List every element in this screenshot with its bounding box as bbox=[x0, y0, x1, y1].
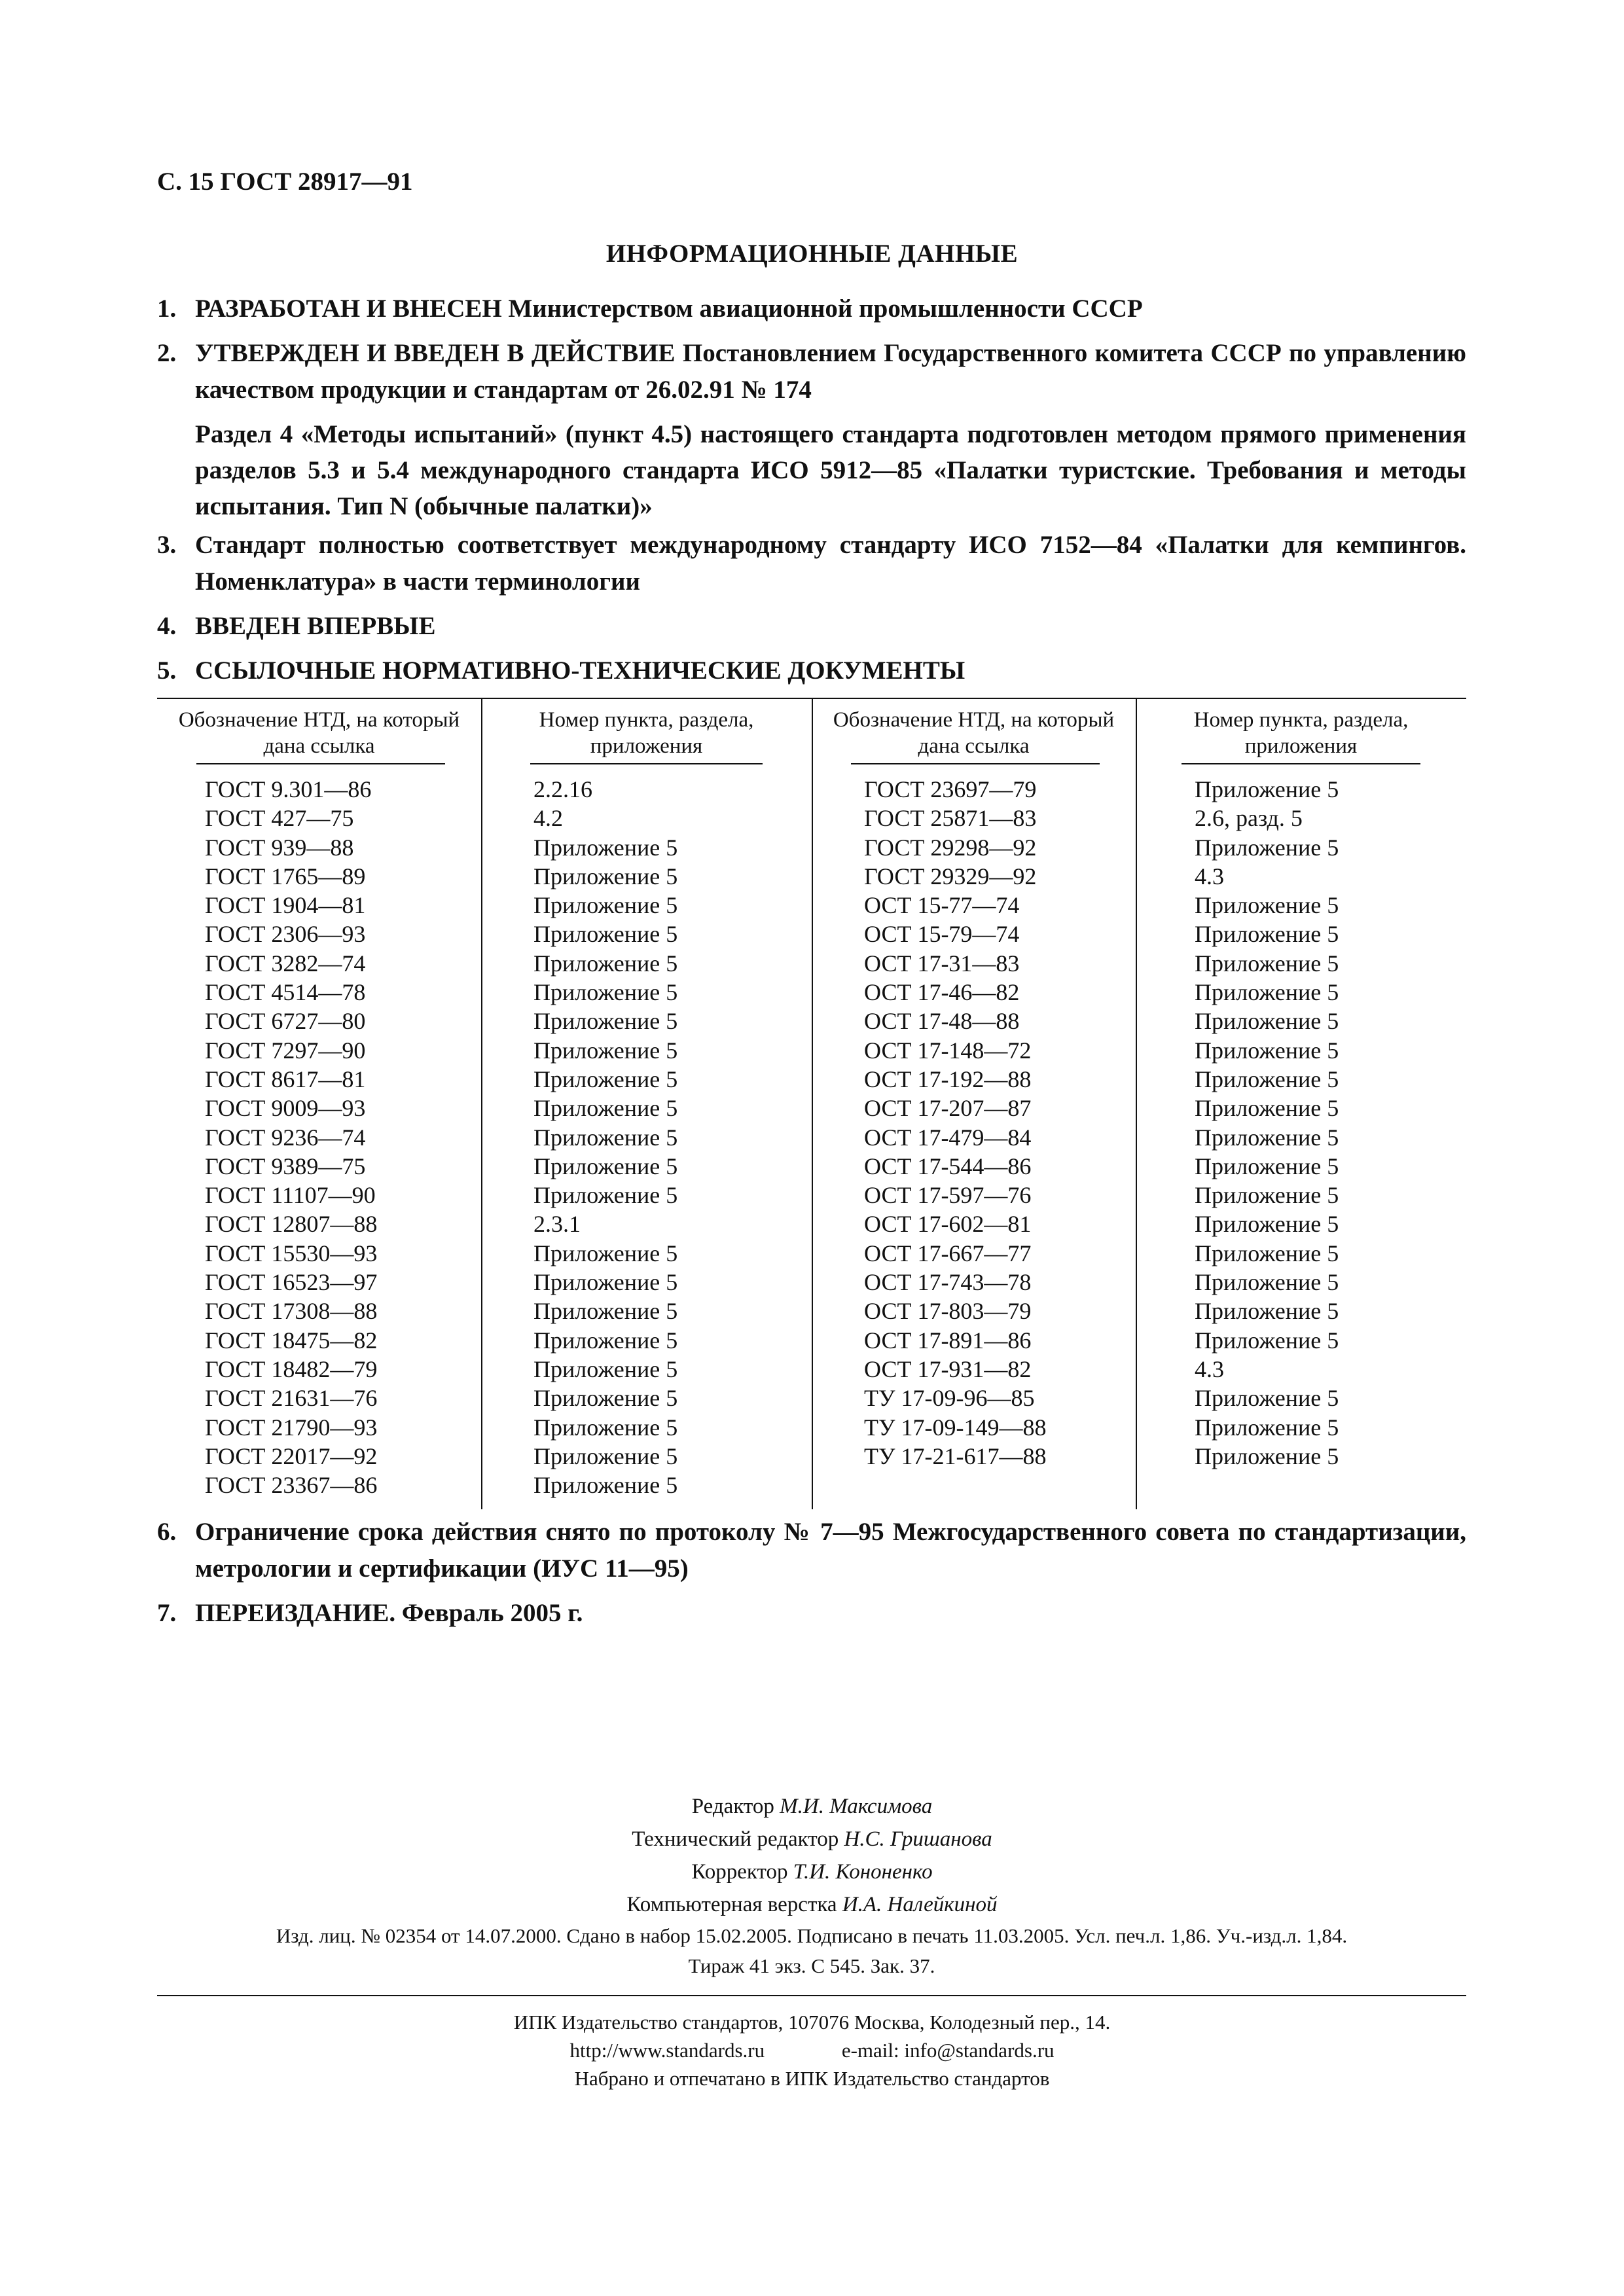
list-item-2 bbox=[157, 335, 1466, 408]
ref-cell: 2.3.1 bbox=[533, 1211, 581, 1238]
ref-cell: Приложение 5 bbox=[533, 1385, 678, 1412]
ref-cell: Приложение 5 bbox=[1195, 1008, 1339, 1035]
doc-cell: ОСТ 17-803—79 bbox=[864, 1298, 1032, 1325]
doc-cell: ГОСТ 21631—76 bbox=[205, 1385, 378, 1412]
doc-cell: ТУ 17-21-617—88 bbox=[864, 1443, 1047, 1469]
doc-cell: ГОСТ 29329—92 bbox=[864, 863, 1037, 889]
credits bbox=[0, 1790, 1624, 1921]
doc-cell: ТУ 17-09-149—88 bbox=[864, 1414, 1047, 1441]
ref-cell: Приложение 5 bbox=[1195, 1240, 1339, 1266]
column-divider bbox=[481, 699, 482, 1509]
doc-cell: ГОСТ 2306—93 bbox=[205, 921, 366, 948]
ref-cell: Приложение 5 bbox=[1195, 1298, 1339, 1325]
doc-cell: ОСТ 15-77—74 bbox=[864, 892, 1020, 919]
doc-cell: ОСТ 17-48—88 bbox=[864, 1008, 1020, 1035]
list-item-6 bbox=[157, 1514, 1466, 1587]
imprint bbox=[157, 1921, 1466, 1981]
ref-cell: Приложение 5 bbox=[533, 950, 678, 977]
column-divider bbox=[1136, 699, 1137, 1509]
doc-cell: ГОСТ 4514—78 bbox=[205, 979, 366, 1006]
ref-cell: Приложение 5 bbox=[533, 1355, 678, 1382]
doc-cell: ГОСТ 9.301—86 bbox=[205, 776, 372, 802]
doc-cell: ГОСТ 16523—97 bbox=[205, 1269, 378, 1296]
item-number: 7. bbox=[157, 1599, 177, 1627]
item-text: ВВЕДЕН ВПЕРВЫЕ bbox=[195, 612, 436, 640]
doc-cell: ГОСТ 939—88 bbox=[205, 834, 354, 861]
doc-cell: ГОСТ 18475—82 bbox=[205, 1327, 378, 1354]
ref-cell: Приложение 5 bbox=[1195, 1269, 1339, 1296]
doc-cell: ОСТ 17-192—88 bbox=[864, 1066, 1032, 1092]
doc-cell: ОСТ 17-479—84 bbox=[864, 1124, 1032, 1151]
credit-editor: Редактор М.И. Максимова bbox=[691, 1795, 933, 1818]
page-title: ИНФОРМАЦИОННЫЕ ДАННЫЕ bbox=[605, 240, 1019, 268]
ref-cell: Приложение 5 bbox=[533, 1240, 678, 1266]
item-text: ССЫЛОЧНЫЕ НОРМАТИВНО-ТЕХНИЧЕСКИЕ ДОКУМЕНТЫ bbox=[195, 656, 965, 685]
doc-cell: ГОСТ 3282—74 bbox=[205, 950, 366, 977]
ref-cell: Приложение 5 bbox=[1195, 892, 1339, 919]
ref-cell: Приложение 5 bbox=[533, 892, 678, 919]
doc-cell: ОСТ 17-931—82 bbox=[864, 1355, 1032, 1382]
ref-cell: 2.2.16 bbox=[533, 776, 592, 802]
doc-cell: ГОСТ 29298—92 bbox=[864, 834, 1037, 861]
item-text: Ограничение срока действия снято по протоколу № 7—95 Межгосударственного совета по стандартизации, метрологии и сертификации (ИУС 11—95) bbox=[195, 1518, 1466, 1583]
credit-layout: Компьютерная верстка И.А. Налейкиной bbox=[626, 1893, 998, 1916]
page-header: С. 15 ГОСТ 28917—91 bbox=[157, 168, 413, 196]
doc-cell: ГОСТ 23367—86 bbox=[205, 1472, 378, 1499]
ref-cell: Приложение 5 bbox=[1195, 834, 1339, 861]
ref-cell: 4.2 bbox=[533, 805, 563, 832]
ref-cell: Приложение 5 bbox=[1195, 1211, 1339, 1238]
ref-cell: 4.3 bbox=[1195, 1355, 1224, 1382]
header-doc-right: Обозначение НТД, на который дана ссылка bbox=[833, 708, 1115, 758]
doc-cell: ГОСТ 1904—81 bbox=[205, 892, 366, 919]
doc-cell: ОСТ 17-743—78 bbox=[864, 1269, 1032, 1296]
doc-cell: ГОСТ 6727—80 bbox=[205, 1008, 366, 1035]
item-text: Стандарт полностью соответствует международному стандарту ИСО 7152—84 «Палатки для кемпингов. Номенклатура» в части терминологии bbox=[195, 531, 1466, 596]
ref-cell: Приложение 5 bbox=[533, 1472, 678, 1499]
doc-cell: ГОСТ 25871—83 bbox=[864, 805, 1037, 832]
doc-cell: ГОСТ 17308—88 bbox=[205, 1298, 378, 1325]
ref-cell: Приложение 5 bbox=[1195, 1327, 1339, 1354]
item-number: 1. bbox=[157, 295, 177, 323]
doc-cell: ГОСТ 11107—90 bbox=[205, 1182, 376, 1209]
header-rule bbox=[530, 763, 763, 764]
item-number: 5. bbox=[157, 656, 177, 685]
ref-cell: Приложение 5 bbox=[533, 1414, 678, 1441]
doc-cell: ОСТ 17-667—77 bbox=[864, 1240, 1032, 1266]
doc-cell: ГОСТ 8617—81 bbox=[205, 1066, 366, 1092]
doc-cell: ОСТ 17-891—86 bbox=[864, 1327, 1032, 1354]
column-divider bbox=[812, 699, 813, 1509]
list-item-3 bbox=[157, 527, 1466, 600]
ref-cell: Приложение 5 bbox=[1195, 1385, 1339, 1412]
doc-cell: ТУ 17-09-96—85 bbox=[864, 1385, 1035, 1412]
ref-cell: Приложение 5 bbox=[533, 979, 678, 1006]
ref-cell: Приложение 5 bbox=[533, 1153, 678, 1179]
ref-cell: Приложение 5 bbox=[1195, 1443, 1339, 1469]
imprint-line-2: Тираж 41 экз. С 545. Зак. 37. bbox=[688, 1954, 935, 1977]
doc-cell: ГОСТ 15530—93 bbox=[205, 1240, 378, 1266]
ref-cell: Приложение 5 bbox=[533, 1037, 678, 1064]
header-ref-left: Номер пункта, раздела, приложения bbox=[539, 708, 754, 758]
doc-cell: ОСТ 17-602—81 bbox=[864, 1211, 1032, 1238]
item-number: 2. bbox=[157, 339, 177, 367]
doc-cell: ГОСТ 21790—93 bbox=[205, 1414, 378, 1441]
ref-cell: Приложение 5 bbox=[533, 1298, 678, 1325]
doc-cell: ГОСТ 427—75 bbox=[205, 805, 354, 832]
ref-cell: 2.6, разд. 5 bbox=[1195, 805, 1303, 832]
doc-cell: ГОСТ 7297—90 bbox=[205, 1037, 366, 1064]
ref-cell: Приложение 5 bbox=[533, 834, 678, 861]
ref-cell: Приложение 5 bbox=[1195, 1182, 1339, 1209]
doc-cell: ОСТ 17-46—82 bbox=[864, 979, 1020, 1006]
list-item-5 bbox=[157, 653, 1466, 689]
doc-cell: ГОСТ 9009—93 bbox=[205, 1095, 366, 1122]
item-number: 6. bbox=[157, 1518, 177, 1546]
ref-cell: Приложение 5 bbox=[1195, 1124, 1339, 1151]
doc-cell: ОСТ 15-79—74 bbox=[864, 921, 1020, 948]
publisher-info bbox=[0, 2008, 1624, 2092]
ref-cell: Приложение 5 bbox=[1195, 1066, 1339, 1092]
ref-cell: Приложение 5 bbox=[1195, 1095, 1339, 1122]
ref-cell: Приложение 5 bbox=[533, 1095, 678, 1122]
email-link[interactable]: e-mail: info@standards.ru bbox=[841, 2039, 1055, 2062]
doc-cell: ОСТ 17-597—76 bbox=[864, 1182, 1032, 1209]
item-number: 3. bbox=[157, 531, 177, 559]
publisher-address: ИПК Издательство стандартов, 107076 Москва, Колодезный пер., 14. bbox=[513, 2011, 1111, 2034]
item-text: РАЗРАБОТАН И ВНЕСЕН Министерством авиационной промышленности СССР bbox=[195, 295, 1143, 323]
header-ref-right: Номер пункта, раздела, приложения bbox=[1193, 708, 1409, 758]
ref-cell: Приложение 5 bbox=[533, 1269, 678, 1296]
doc-cell: ОСТ 17-148—72 bbox=[864, 1037, 1032, 1064]
ref-cell: Приложение 5 bbox=[1195, 950, 1339, 977]
item-text: ПЕРЕИЗДАНИЕ. Февраль 2005 г. bbox=[195, 1599, 583, 1627]
ref-cell: Приложение 5 bbox=[533, 1182, 678, 1209]
list-item-4 bbox=[157, 608, 1466, 645]
imprint-line-1: Изд. лиц. № 02354 от 14.07.2000. Сдано в набор 15.02.2005. Подписано в печать 11.03.2005. Усл. печ.л. 1,86. Уч.-изд.л. 1,84. bbox=[276, 1924, 1348, 1947]
ref-cell: Приложение 5 bbox=[1195, 776, 1339, 802]
divider bbox=[157, 1995, 1466, 1996]
ref-cell: 4.3 bbox=[1195, 863, 1224, 889]
ref-cell: Приложение 5 bbox=[1195, 979, 1339, 1006]
ref-cell: Приложение 5 bbox=[533, 921, 678, 948]
ref-cell: Приложение 5 bbox=[1195, 1153, 1339, 1179]
header-rule bbox=[851, 763, 1100, 764]
doc-cell: ОСТ 17-31—83 bbox=[864, 950, 1020, 977]
item-number: 4. bbox=[157, 612, 177, 640]
ref-cell: Приложение 5 bbox=[1195, 921, 1339, 948]
column-left-refs bbox=[533, 775, 677, 1499]
doc-cell: ГОСТ 1765—89 bbox=[205, 863, 366, 889]
doc-cell: ОСТ 17-544—86 bbox=[864, 1153, 1032, 1179]
credit-proofreader: Корректор Т.И. Кононенко bbox=[691, 1860, 933, 1884]
ref-cell: Приложение 5 bbox=[533, 1443, 678, 1469]
publisher-contacts bbox=[0, 2036, 1624, 2064]
header-doc-left: Обозначение НТД, на который дана ссылка bbox=[178, 708, 460, 758]
item-text: УТВЕРЖДЕН И ВВЕДЕН В ДЕЙСТВИЕ Постановлением Государственного комитета СССР по управлению качеством продукции и стандартам от 26.02.91 № 174 bbox=[195, 339, 1466, 404]
ref-cell: Приложение 5 bbox=[1195, 1414, 1339, 1441]
column-right-refs bbox=[1195, 775, 1339, 1471]
header-rule bbox=[1182, 763, 1420, 764]
column-left-docs bbox=[205, 775, 377, 1499]
doc-cell: ОСТ 17-207—87 bbox=[864, 1095, 1032, 1122]
ref-cell: Приложение 5 bbox=[1195, 1037, 1339, 1064]
ref-cell: Приложение 5 bbox=[533, 1066, 678, 1092]
doc-cell: ГОСТ 9389—75 bbox=[205, 1153, 366, 1179]
header-rule bbox=[196, 763, 445, 764]
website-link[interactable]: http://www.standards.ru bbox=[569, 2039, 765, 2062]
ref-cell: Приложение 5 bbox=[533, 1327, 678, 1354]
ref-cell: Приложение 5 bbox=[533, 863, 678, 889]
list-item-7 bbox=[157, 1595, 1466, 1632]
doc-cell: ГОСТ 12807—88 bbox=[205, 1211, 378, 1238]
column-right-docs bbox=[864, 775, 1046, 1471]
item-2-note: Раздел 4 «Методы испытаний» (пункт 4.5) настоящего стандарта подготовлен методом прямого применения разделов 5.3 и 5.4 международного стандарта ИСО 5912—85 «Палатки туристские. Требования и методы испытания. Тип N (обычные палатки)» bbox=[195, 420, 1466, 520]
credit-tech-editor: Технический редактор Н.С. Гришанова bbox=[632, 1827, 992, 1851]
doc-cell: ГОСТ 18482—79 bbox=[205, 1355, 378, 1382]
doc-cell: ГОСТ 9236—74 bbox=[205, 1124, 366, 1151]
printed-by: Набрано и отпечатано в ИПК Издательство стандартов bbox=[574, 2067, 1050, 2090]
doc-cell: ГОСТ 22017—92 bbox=[205, 1443, 378, 1469]
list-item-1 bbox=[157, 291, 1466, 327]
ref-cell: Приложение 5 bbox=[533, 1008, 678, 1035]
doc-cell: ГОСТ 23697—79 bbox=[864, 776, 1037, 802]
ref-cell: Приложение 5 bbox=[533, 1124, 678, 1151]
